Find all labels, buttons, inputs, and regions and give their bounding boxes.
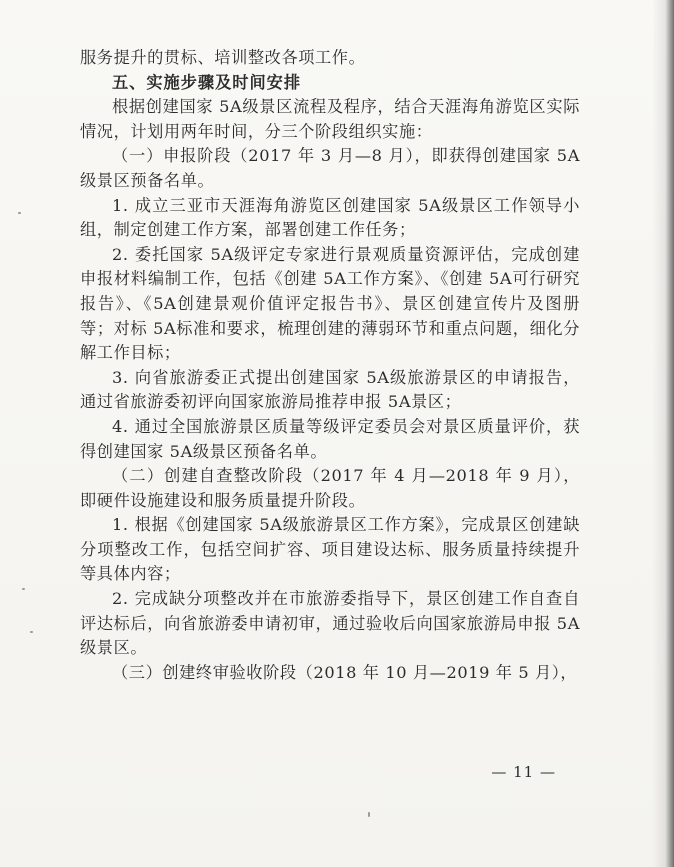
phase-one-item-4: 4. 通过全国旅游景区质量等级评定委员会对景区质量评价，获得创建国家 5A级景区预备名单。	[80, 416, 580, 461]
paragraph-intro: 根据创建国家 5A级景区流程及程序，结合天涯海角游览区实际情况，计划用两年时间，分三个阶段组织实施：	[80, 97, 580, 141]
phase-two-item-1: 1. 根据《创建国家 5A级旅游景区工作方案》，完成景区创建缺分项整改工作，包括空间扩容、项目建设达标、服务质量持续提升等具体内容；	[80, 515, 580, 584]
page-number: — 11 —	[491, 763, 556, 781]
phase-one-item-1: 1. 成立三亚市天涯海角游览区创建国家 5A级景区工作领导小组，制定创建工作方案，部署创建工作任务；	[80, 195, 580, 240]
scan-speck	[18, 212, 21, 214]
phase-one-item-3: 3. 向省旅游委正式提出创建国家 5A级旅游景区的申请报告，通过省旅游委初评向国家旅游局推荐申报 5A景区；	[80, 367, 580, 412]
phase-three-heading: （三）创建终审验收阶段（2018 年 10 月—2019 年 5 月），	[112, 662, 578, 682]
paragraph-continuation: 服务提升的贯标、培训整改各项工作。	[80, 48, 366, 67]
phase-two-item-2: 2. 完成缺分项整改并在市旅游委指导下，景区创建工作自查自评达标后，向省旅游委申请初审，通过验收后向国家旅游局申报 5A级景区。	[80, 589, 580, 658]
phase-two-heading: （二）创建自查整改阶段（2017 年 4 月—2018 年 9 月），即硬件设施建设和服务质量提升阶段。	[80, 466, 580, 510]
phase-one-heading: （一）申报阶段（2017 年 3 月—8 月），即获得创建国家 5A级景区预备名单。	[80, 146, 580, 190]
scan-speck	[30, 631, 33, 633]
section-heading: 五、实施步骤及时间安排	[112, 72, 302, 92]
phase-one-item-2: 2. 委托国家 5A级评定专家进行景观质量资源评估，完成创建申报材料编制工作，包括《创建 5A工作方案》、《创建 5A可行研究报告》、《5A创建景观价值评定报告书》、景区创建宣传片及图册等；对标 5A标准和要求，梳理创建的薄弱环节和重点问题，细化分解工作目标；	[80, 244, 580, 363]
document-body	[80, 46, 580, 685]
page-edge-shadow	[652, 0, 674, 867]
scan-speck	[22, 588, 25, 590]
scan-speck	[368, 812, 370, 817]
